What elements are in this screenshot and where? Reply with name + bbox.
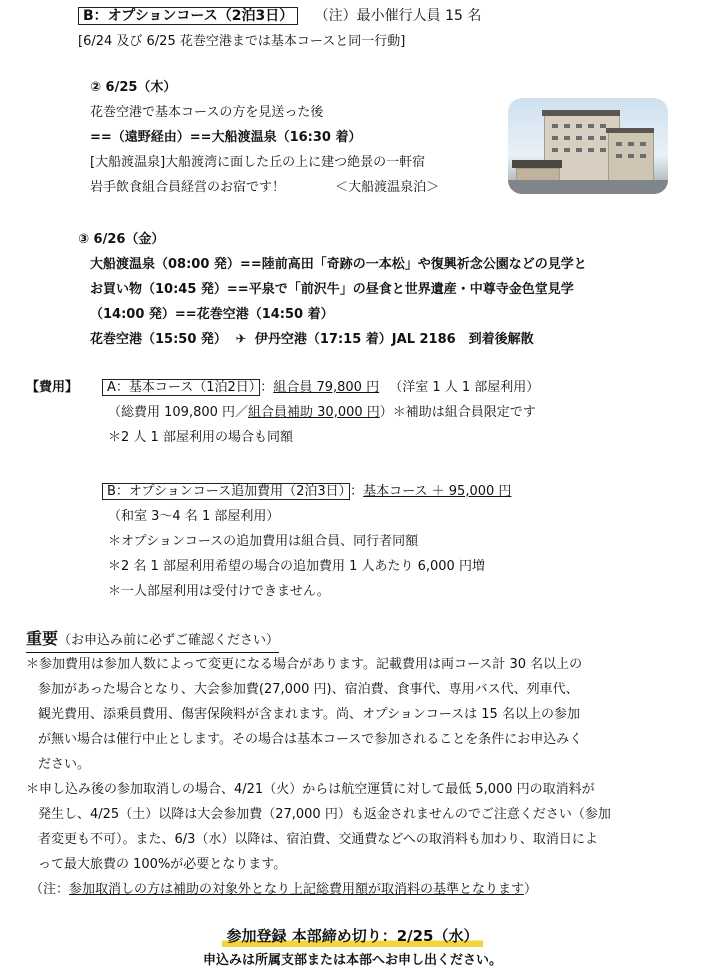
important-note-close: ） [524,882,538,897]
day3-line3: （14:00 発）==花巻空港（14:50 着） [90,307,334,322]
important-heading [26,628,279,653]
day3-arrive: 伊丹空港（17:15 着）JAL 2186 到着後解散 [254,332,534,347]
fee-a-title: A：基本コース（1泊2日） [102,379,260,396]
fee-a-subsidy: 組合員補助 30,000 円 [248,405,380,420]
fee-b-room: （和室 3〜4 名 1 部屋利用） [108,509,280,524]
fee-b-line [102,482,511,502]
day2-date: ② 6/25（木） [90,80,177,95]
important-p1-l1: ＊参加費用は参加人数によって変更になる場合があります。記載費用は両コース計 30 名以上の [26,657,583,672]
important-subtitle: （お申込み前に必ずご確認ください） [58,633,280,648]
day2-line3: [大船渡温泉]大船渡湾に面した丘の上に建つ絶景の一軒宿 [90,155,426,170]
fee-b-note2: ＊2 名 1 部屋利用希望の場合の追加費用 1 人あたり 6,000 円増 [108,559,485,574]
important-p2-l3: 者変更も不可）。また、6/3（水）以降は、宿泊費、交通費などへの取消料も加わり、取消日によ [38,832,598,847]
fee-b-sep: ： [350,484,364,499]
fee-b-note1: ＊オプションコースの追加費用は組合員、同行者同額 [108,534,419,549]
important-note [30,880,537,900]
option-b-title: B：オプションコース（2泊3日） [78,7,298,25]
deadline-sub: 申込みは所属支部または本部へお申し出ください。 [202,953,502,968]
day2-line2: ==（遠野経由）==大船渡温泉（16:30 着） [90,130,362,145]
important-title: 重要 [26,629,59,648]
fee-a-price: 組合員 79,800 円 [273,380,380,395]
day2-stay: ＜大船渡温泉泊＞ [335,180,440,195]
day2-line4-text: 岩手飲食組合員経営のお宿です！ [90,180,286,195]
important-p1-l5: ださい。 [38,757,91,772]
fee-b-note3: ＊一人部屋利用は受付けできません。 [108,584,330,599]
day3-date: ③ 6/26（金） [78,232,165,247]
airplane-icon: ✈ [235,332,247,347]
same-itinerary-note: [6/24 及び 6/25 花巻空港までは基本コースと同一行動] [78,34,406,49]
important-p2-l1: ＊申し込み後の参加取消しの場合、4/21（火）からは航空運賃に対して最低 5,000 円の取消料が [26,782,595,797]
fee-a-note: ＊2 人 1 部屋利用の場合も同額 [108,430,293,445]
day2-line4 [90,178,439,198]
fee-a-total-1: （総費用 109,800 円／ [108,405,249,420]
deadline-block [0,925,705,947]
day3-depart: 花巻空港（15:50 発） [90,332,227,347]
fees-label: 【費用】 [26,380,79,395]
important-note-open: （注： [30,882,70,897]
important-p1-l2: 参加があった場合となり、大会参加費(27,000 円)、宿泊費、食事代、専用バス代、列車代、 [38,682,579,697]
day3-line2: お買い物（10:45 発）==平泉で「前沢牛」の昼食と世界遺産・中尊寺金色堂見学 [90,282,574,297]
important-p1-l3: 観光費用、添乗員費用、傷害保険料が含まれます。尚、オプションコースは 15 名以上の参加 [38,707,580,722]
day3-line1: 大船渡温泉（08:00 発）==陸前高田「奇跡の一本松」や復興祈念公園などの見学と [90,257,587,272]
important-p2-l4: って最大旅費の 100%が必要となります。 [38,857,287,872]
day3-line4 [90,330,534,350]
day2-line1: 花巻空港で基本コースの方を見送った後 [90,105,324,120]
fee-a-total [108,403,536,423]
fee-b-title: B：オプションコース追加費用（2泊3日） [102,483,350,500]
fee-b-price: 基本コース ＋ 95,000 円 [363,484,512,499]
important-p2-l2: 発生し、4/25（土）以降は大会参加費（27,000 円）も返金されませんのでご注意ください（参加 [38,807,611,822]
fee-a-room: （洋室 1 人 1 部屋利用） [389,380,540,395]
hotel-photo [508,98,668,194]
important-note-text: 参加取消しの方は補助の対象外となり上記総費用額が取消料の基準となります [69,882,525,897]
fee-a-line [102,378,539,398]
min-participants-note: （注）最小催行人員 15 名 [314,8,482,24]
option-b-header [78,6,481,26]
fee-a-total-2: ）＊補助は組合員限定です [379,405,536,420]
fee-a-sep: ： [260,380,274,395]
important-p1-l4: が無い場合は催行中止とします。その場合は基本コースで参加されることを条件にお申込みく [38,732,583,747]
deadline-title: 参加登録 本部締め切り：2/25（水） [222,925,482,947]
